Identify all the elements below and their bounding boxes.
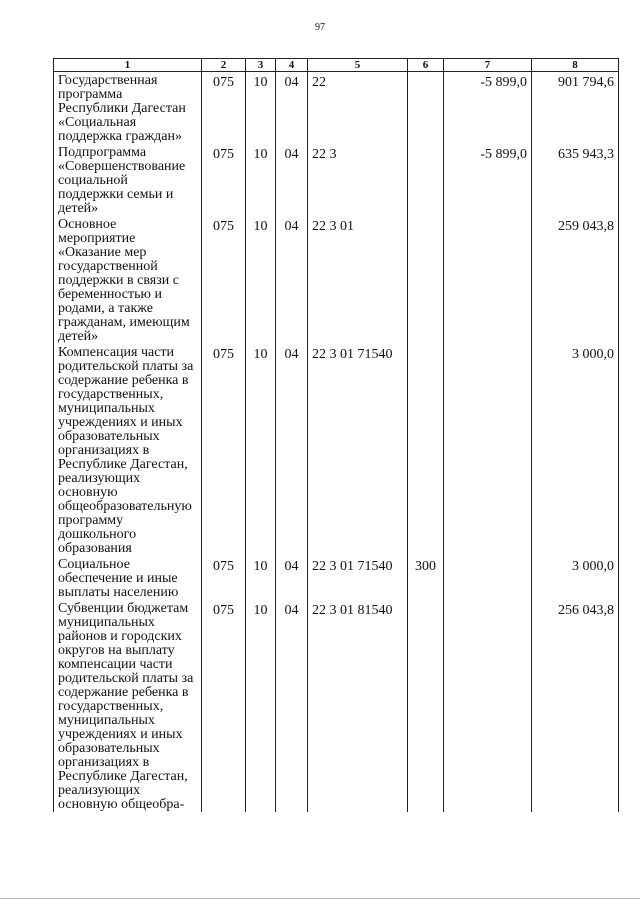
col8-value: 259 043,8 — [558, 219, 614, 234]
col4-value: 04 — [284, 559, 299, 574]
col7-cell — [444, 72, 532, 145]
col-header-2: 2 — [202, 59, 246, 72]
col7-cell — [444, 344, 532, 556]
col3-value: 10 — [253, 75, 268, 90]
table-row — [54, 72, 619, 145]
col4-value: 04 — [284, 347, 299, 362]
col8-value: 3 000,0 — [572, 559, 614, 574]
row-name-cell — [54, 344, 202, 556]
row-name-cell — [54, 216, 202, 344]
col4-value: 04 — [284, 147, 299, 162]
col7-value — [444, 344, 531, 348]
col8-cell — [532, 600, 619, 812]
col7-cell — [444, 216, 532, 344]
col5-cell — [308, 72, 408, 145]
col7-value — [444, 556, 531, 560]
col7-cell — [444, 144, 532, 216]
col3-value: 10 — [253, 559, 268, 574]
col6-value — [408, 344, 443, 348]
col6-value — [408, 72, 443, 76]
col6-cell — [408, 344, 444, 556]
row-name: Основное мероприятие «Оказание мер государственной поддержки в связи с беременностью и родами, а также гражданам, имеющим детей» — [58, 217, 190, 344]
col2-value: 075 — [213, 347, 234, 362]
col2-cell — [202, 344, 246, 556]
col5-cell — [308, 556, 408, 600]
col2-cell — [202, 144, 246, 216]
col-header-1: 1 — [54, 59, 202, 72]
col6-value — [408, 144, 443, 148]
col4-value: 04 — [284, 603, 299, 618]
col5-value: 22 3 01 — [312, 219, 354, 234]
col3-cell — [246, 144, 276, 216]
col2-value: 075 — [213, 603, 234, 618]
table-row — [54, 556, 619, 600]
col6-cell — [408, 144, 444, 216]
row-name: Субвенции бюджетам муниципальных районов и городских округов на выплату компенсации части родительской платы за содержание ребенка в государственных, муниципальных учреждениях и иных образовательных организациях в Республике Дагестан, реализующих основную общеобра- — [58, 601, 194, 812]
col2-value: 075 — [213, 147, 234, 162]
col6-value — [408, 216, 443, 220]
page-number: 97 — [315, 22, 325, 33]
col6-cell — [408, 556, 444, 600]
row-name: Государственная программа Республики Дагестан «Социальная поддержка граждан» — [58, 73, 186, 144]
table-header-row — [54, 59, 619, 72]
col8-value: 901 794,6 — [558, 75, 614, 90]
col2-value: 075 — [213, 219, 234, 234]
col6-cell — [408, 72, 444, 145]
col3-value: 10 — [253, 147, 268, 162]
row-name-cell — [54, 72, 202, 145]
col-header-7: 7 — [444, 59, 532, 72]
col2-value: 075 — [213, 75, 234, 90]
row-name-cell — [54, 556, 202, 600]
col7-value: -5 899,0 — [480, 147, 527, 162]
col4-cell — [276, 216, 308, 344]
col3-value: 10 — [253, 347, 268, 362]
col4-cell — [276, 72, 308, 145]
col7-value — [444, 216, 531, 220]
col3-cell — [246, 72, 276, 145]
col5-value: 22 3 01 71540 — [312, 559, 393, 574]
col8-cell — [532, 216, 619, 344]
col-header-3: 3 — [246, 59, 276, 72]
col7-cell — [444, 556, 532, 600]
col6-cell — [408, 216, 444, 344]
col8-cell — [532, 344, 619, 556]
col3-value: 10 — [253, 219, 268, 234]
col2-cell — [202, 72, 246, 145]
row-name-cell — [54, 144, 202, 216]
row-name: Компенсация части родительской платы за содержание ребенка в государственных, муниципальных учреждениях и иных образовательных организациях в Республике Дагестан, реализующих основную общеобразовательную программу дошкольного образования — [58, 345, 194, 556]
col5-cell — [308, 600, 408, 812]
col6-cell — [408, 600, 444, 812]
col8-value: 256 043,8 — [558, 603, 614, 618]
col2-cell — [202, 556, 246, 600]
col6-value — [408, 600, 443, 604]
col4-cell — [276, 344, 308, 556]
col5-value: 22 3 01 71540 — [312, 347, 393, 362]
col7-value: -5 899,0 — [480, 75, 527, 90]
col8-value: 3 000,0 — [572, 347, 614, 362]
col8-cell — [532, 144, 619, 216]
table-row — [54, 600, 619, 812]
col7-cell — [444, 600, 532, 812]
col4-value: 04 — [284, 219, 299, 234]
col5-value: 22 3 — [312, 147, 337, 162]
col6-value: 300 — [415, 559, 436, 574]
col4-cell — [276, 556, 308, 600]
col5-cell — [308, 216, 408, 344]
row-name: Подпрограмма «Совершенствование социальной поддержки семьи и детей» — [58, 145, 186, 216]
col2-cell — [202, 600, 246, 812]
col2-cell — [202, 216, 246, 344]
col-header-4: 4 — [276, 59, 308, 72]
col8-value: 635 943,3 — [558, 147, 614, 162]
col3-cell — [246, 600, 276, 812]
table-row — [54, 144, 619, 216]
col4-value: 04 — [284, 75, 299, 90]
col3-value: 10 — [253, 603, 268, 618]
col5-cell — [308, 144, 408, 216]
col-header-5: 5 — [308, 59, 408, 72]
col5-cell — [308, 344, 408, 556]
col5-value: 22 3 01 81540 — [312, 603, 393, 618]
table-row — [54, 216, 619, 344]
col-header-6: 6 — [408, 59, 444, 72]
col8-cell — [532, 556, 619, 600]
col2-value: 075 — [213, 559, 234, 574]
col5-value: 22 — [312, 75, 326, 90]
col7-value — [444, 600, 531, 604]
budget-table — [53, 58, 619, 812]
row-name-cell — [54, 600, 202, 812]
col3-cell — [246, 344, 276, 556]
col4-cell — [276, 144, 308, 216]
col3-cell — [246, 556, 276, 600]
col8-cell — [532, 72, 619, 145]
col4-cell — [276, 600, 308, 812]
col3-cell — [246, 216, 276, 344]
col-header-8: 8 — [532, 59, 619, 72]
row-name: Социальное обеспечение и иные выплаты населению — [58, 557, 179, 600]
page-bottom-divider — [0, 898, 640, 899]
table-row — [54, 344, 619, 556]
